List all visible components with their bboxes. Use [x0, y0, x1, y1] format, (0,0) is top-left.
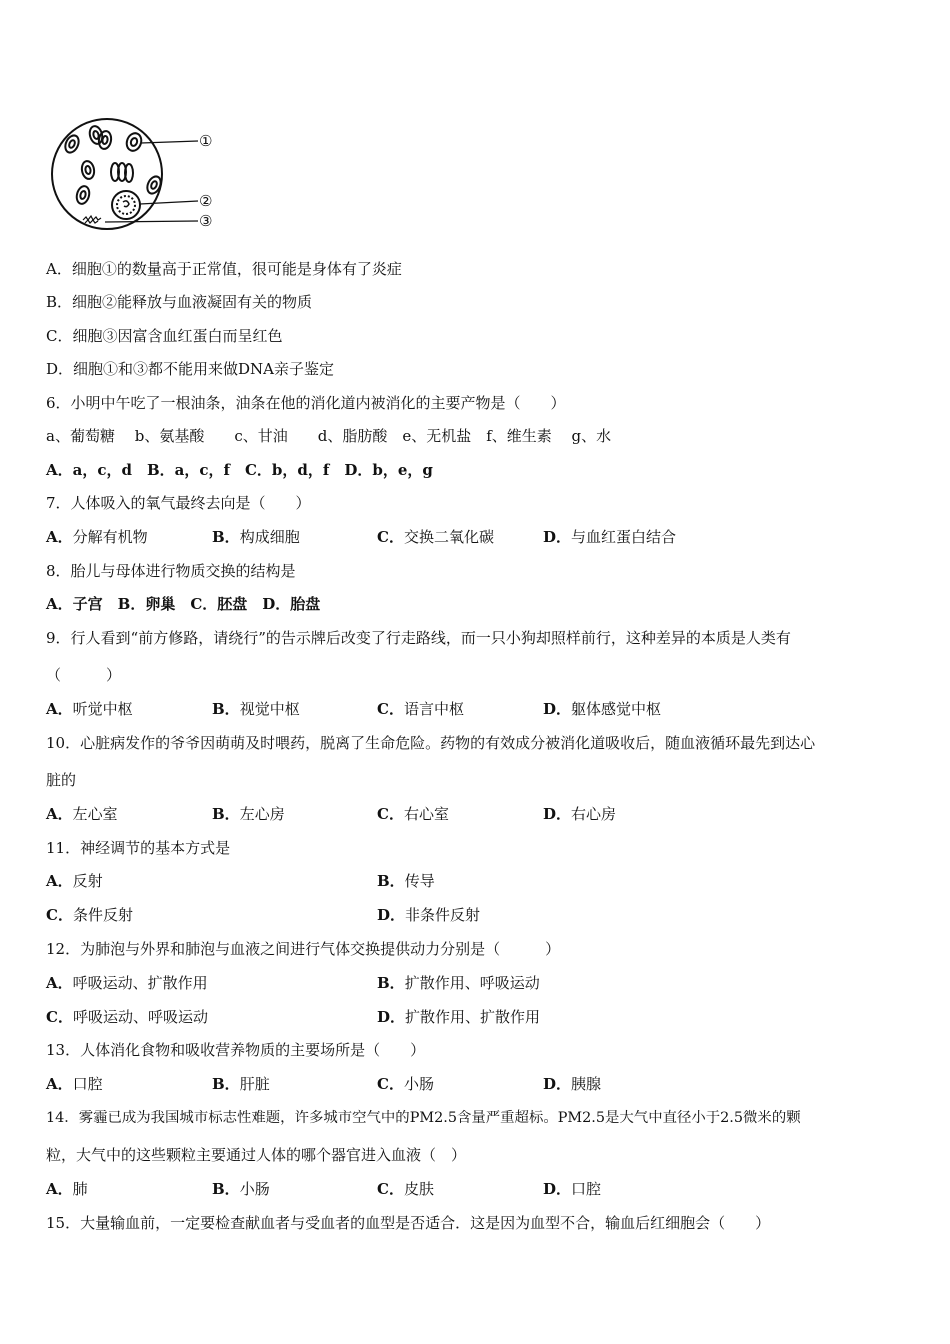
q7-option-d: D．与血红蛋白结合 — [543, 528, 677, 546]
q13-stem: 13．人体消化食物和吸收营养物质的主要场所是（ ） — [46, 1041, 426, 1059]
q11-option-b: B．传导 — [377, 872, 435, 890]
q9-option-a: A．听觉中枢 — [46, 700, 133, 718]
q12-stem: 12．为肺泡与外界和肺泡与血液之间进行气体交换提供动力分别是（ ） — [46, 940, 561, 958]
q6-stem: 6．小明中午吃了一根油条，油条在他的消化道内被消化的主要产物是（ ） — [46, 394, 566, 412]
blood-smear-figure — [45, 112, 225, 238]
q12-option-c: C．呼吸运动、呼吸运动 — [46, 1008, 208, 1026]
q10-option-a: A．左心室 — [46, 805, 118, 823]
q13-option-a: A．口腔 — [46, 1075, 103, 1093]
q14-option-a: A．肺 — [46, 1180, 88, 1198]
q5-option-c: C．细胞③因富含血红蛋白而呈红色 — [46, 327, 283, 345]
q10-option-d: D．右心房 — [543, 805, 617, 823]
q11-option-c: C．条件反射 — [46, 906, 133, 924]
q13-option-c: C．小肠 — [377, 1075, 434, 1093]
q7-option-a: A．分解有机物 — [46, 528, 148, 546]
figure-label-3: ③ — [199, 212, 213, 230]
q9-option-c: C．语言中枢 — [377, 700, 464, 718]
q14-option-d: D．口腔 — [543, 1180, 602, 1198]
q14-option-b: B．小肠 — [212, 1180, 270, 1198]
leader-line-3 — [105, 221, 198, 222]
figure-label-1: ① — [199, 132, 213, 150]
q5-option-d: D．细胞①和③都不能用来做DNA亲子鉴定 — [46, 360, 335, 378]
q12-option-a: A．呼吸运动、扩散作用 — [46, 974, 208, 992]
q5-option-a: A．细胞①的数量高于正常值，很可能是身体有了炎症 — [46, 260, 402, 278]
q6-options: A．a，c，d B．a，c，f C．b，d，f D．b，e，g — [46, 461, 433, 479]
q11-stem: 11．神经调节的基本方式是 — [46, 839, 231, 857]
q13-option-b: B．肝脏 — [212, 1075, 270, 1093]
q10-stem-line1: 10．心脏病发作的爷爷因萌萌及时喂药，脱离了生命危险。药物的有效成分被消化道吸收后，随血液循环最先到达心 — [46, 734, 816, 752]
q14-option-c: C．皮肤 — [377, 1180, 434, 1198]
q13-option-d: D．胰腺 — [543, 1075, 602, 1093]
q5-option-b: B．细胞②能释放与血液凝固有关的物质 — [46, 293, 313, 311]
q8-stem: 8．胎儿与母体进行物质交换的结构是 — [46, 562, 296, 580]
q9-stem-line2: （ ） — [46, 666, 122, 684]
q14-stem-line1: 14．雾霾已成为我国城市标志性难题，许多城市空气中的PM2.5含量严重超标。PM2.5是大气中直径小于2.5微米的颗 — [46, 1110, 801, 1126]
figure-label-2: ② — [199, 192, 213, 210]
q14-stem-line2: 粒，大气中的这些颗粒主要通过人体的哪个器官进入血液（ ） — [46, 1146, 467, 1164]
platelets — [83, 216, 101, 223]
q7-option-b: B．构成细胞 — [212, 528, 300, 546]
q10-option-c: C．右心室 — [377, 805, 449, 823]
q8-options: A．子宫 B．卵巢 C．胚盘 D．胎盘 — [46, 595, 321, 613]
q9-option-d: D．躯体感觉中枢 — [543, 700, 662, 718]
q11-option-d: D．非条件反射 — [377, 906, 481, 924]
q10-option-b: B．左心房 — [212, 805, 285, 823]
q9-option-b: B．视觉中枢 — [212, 700, 300, 718]
leader-line-1 — [141, 141, 198, 143]
q15-stem: 15．大量输血前，一定要检查献血者与受血者的血型是否适合．这是因为血型不合，输血后红细胞会（ ） — [46, 1214, 771, 1232]
q7-stem: 7．人体吸入的氧气最终去向是（ ） — [46, 494, 311, 512]
q10-stem-line2: 脏的 — [46, 771, 77, 789]
q6-items: a、葡萄糖 b、氨基酸 c、甘油 d、脂肪酸 e、无机盐 f、维生素 g、水 — [46, 427, 612, 445]
q11-option-a: A．反射 — [46, 872, 103, 890]
q9-stem-line1: 9．行人看到“前方修路，请绕行”的告示牌后改变了行走路线，而一只小狗却照样前行，这种差异的本质是人类有 — [46, 629, 791, 647]
white-blood-cell — [112, 191, 140, 219]
leader-line-2 — [140, 201, 198, 204]
q12-option-b: B．扩散作用、呼吸运动 — [377, 974, 540, 992]
q7-option-c: C．交换二氧化碳 — [377, 528, 494, 546]
q12-option-d: D．扩散作用、扩散作用 — [377, 1008, 541, 1026]
